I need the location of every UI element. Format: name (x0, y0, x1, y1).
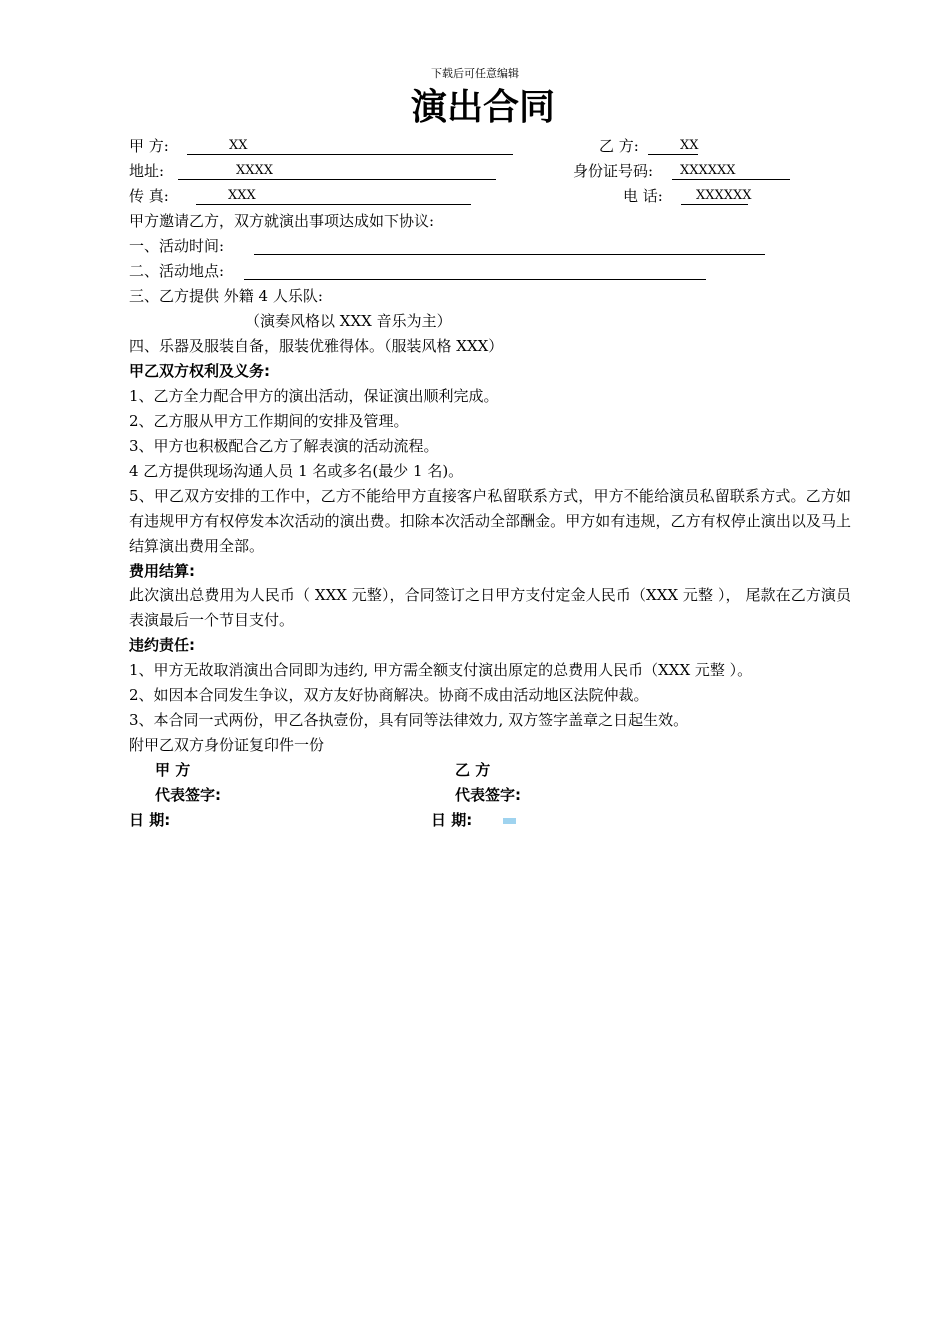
breach-item-3: 3、本合同一式两份，甲乙各执壹份，具有同等法律效力, 双方签字盖章之日起生效。 (129, 711, 689, 729)
rights-item-1: 1、乙方全力配合甲方的演出活动，保证演出顺利完成。 (129, 387, 499, 405)
sign-b-representative: 代表签字: (455, 786, 521, 804)
rights-item-5: 5、甲乙双方安排的工作中，乙方不能给甲方直接客户私留联系方式，甲方不能给演员私留联系方式。乙方如有违规甲方有权停发本次活动的演出费。扣除本次活动全部酬金。甲方如有违规，乙方有权停止演出以及马上结算演出费用全部。 (129, 487, 851, 555)
party-b-value: XX (680, 138, 699, 153)
address-value: XXXX (236, 163, 274, 178)
address-field (178, 161, 496, 180)
activity-time-label: 一、活动时间: (129, 237, 225, 255)
sign-a-date: 日 期: (129, 811, 171, 829)
id-number-label: 身份证号码: (573, 162, 654, 180)
costume-item: 四、乐器及服装自备，服装优雅得体。（服装风格 XXX） (129, 337, 504, 355)
phone-field (681, 186, 752, 205)
fax-field (196, 186, 471, 205)
party-b-field (648, 136, 698, 155)
header-note: 下载后可任意编辑 (431, 67, 519, 80)
document-title: 演出合同 (410, 87, 555, 128)
fax-label: 传 真: (129, 187, 169, 205)
band-item: 三、乙方提供 外籍 4 人乐队: (129, 287, 323, 305)
band-style-note: （演奏风格以 XXX 音乐为主） (245, 312, 452, 330)
phone-value: XXXXXX (696, 188, 752, 203)
fees-heading: 费用结算: (129, 562, 195, 580)
breach-item-2: 2、如因本合同发生争议，双方友好协商解决。协商不成由活动地区法院仲裁。 (129, 686, 649, 704)
rights-heading: 甲乙双方权利及义务: (129, 362, 270, 380)
party-a-field (187, 136, 513, 155)
fax-value: XXX (228, 188, 256, 203)
attachment-note: 附甲乙双方身份证复印件一份 (129, 736, 325, 754)
rights-item-4: 4 乙方提供现场沟通人员 1 名或多名(最少 1 名)。 (129, 462, 464, 480)
phone-label: 电 话: (623, 187, 663, 205)
intro-text: 甲方邀请乙方，双方就演出事项达成如下协议: (129, 212, 435, 230)
fees-text: 此次演出总费用为人民币（ XXX 元整），合同签订之日甲方支付定金人民币（XXX 元整 ）， 尾款在乙方演员表演最后一个节目支付。 (129, 586, 851, 629)
id-number-value: XXXXXX (680, 163, 736, 178)
sign-b-date: 日 期: (431, 811, 473, 829)
id-number-field (672, 161, 790, 180)
sign-party-a: 甲 方 (155, 761, 191, 779)
party-a-label: 甲 方: (129, 137, 169, 155)
breach-item-1: 1、甲方无故取消演出合同即为违约, 甲方需全额支付演出原定的总费用人民币（XXX 元整 ）。 (129, 661, 753, 679)
rights-item-3: 3、甲方也积极配合乙方了解表演的活动流程。 (129, 437, 439, 455)
party-a-value: XX (229, 138, 248, 153)
sign-a-representative: 代表签字: (155, 786, 221, 804)
breach-heading: 违约责任: (129, 636, 195, 654)
activity-place-label: 二、活动地点: (129, 262, 225, 280)
sign-party-b: 乙 方 (455, 761, 491, 779)
activity-place-blank (244, 261, 706, 280)
activity-time-blank (254, 236, 765, 255)
rights-item-2: 2、乙方服从甲方工作期间的安排及管理。 (129, 412, 409, 430)
party-b-label: 乙 方: (599, 137, 639, 155)
highlight-mark (503, 818, 516, 824)
address-label: 地址: (129, 162, 165, 180)
